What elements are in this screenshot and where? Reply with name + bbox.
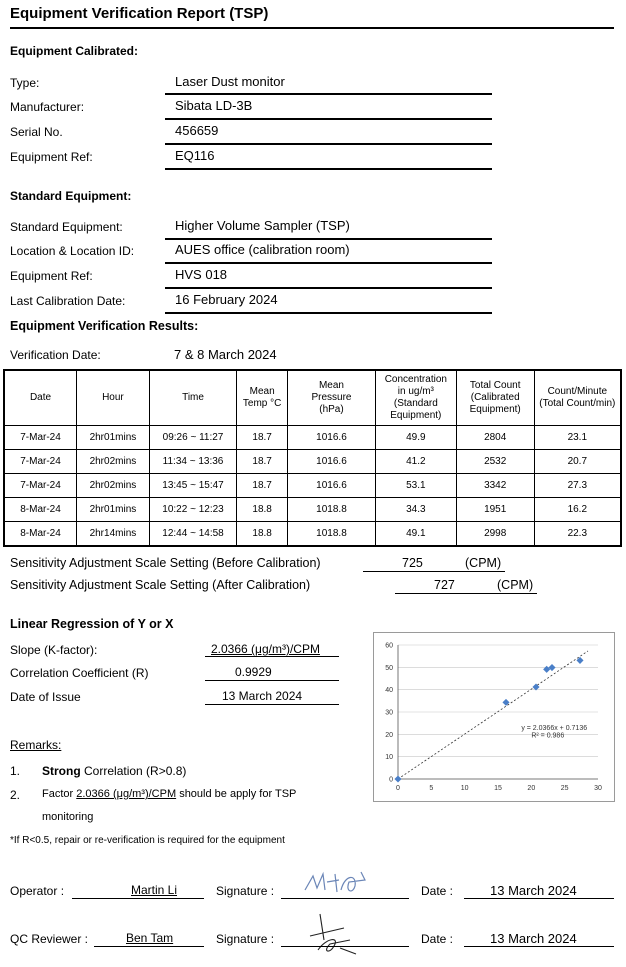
verification-date-label: Verification Date: (10, 348, 101, 362)
sensitivity-before-unit: (CPM) (465, 556, 502, 570)
reviewer-signature-label: Signature : (216, 932, 275, 946)
cell-hour: 2hr01mins (77, 426, 150, 450)
table-header-row (4, 370, 621, 426)
standard-equipment-underline (165, 238, 492, 240)
sensitivity-before-value: 725 (402, 556, 423, 570)
last-calibration-value: 16 February 2024 (175, 292, 278, 307)
manufacturer-underline (165, 118, 492, 120)
x-axis-ticks (396, 785, 602, 792)
sensitivity-after-underline (395, 593, 537, 594)
operator-signature-line (281, 898, 409, 899)
operator-date: 13 March 2024 (490, 883, 577, 898)
reviewer-name: Ben Tam (126, 931, 174, 945)
cell-hour: 2hr01mins (77, 498, 150, 522)
remark-2-factor: 2.0366 (μg/m³)/CPM (76, 788, 177, 800)
equipment-calibrated-heading: Equipment Calibrated: (10, 44, 139, 58)
cell-pressure: 1018.8 (288, 498, 376, 522)
header-hour: Hour (77, 370, 150, 426)
header-concentration: Concentration in ug/m³ (Standard Equipment) (375, 370, 456, 426)
location-underline (165, 262, 492, 264)
last-calibration-underline (165, 312, 492, 314)
verification-results-heading: Equipment Verification Results: (10, 319, 199, 333)
x-tick-label: 0 (396, 785, 400, 792)
location-label: Location & Location ID: (10, 244, 135, 258)
remark-2-suffix: should be apply for TSP (179, 788, 297, 800)
x-tick-label: 10 (460, 785, 469, 792)
verification-results-table (3, 369, 622, 547)
cell-time: 11:34 ~ 13:36 (149, 450, 236, 474)
cell-hour: 2hr02mins (77, 474, 150, 498)
cell-temp: 18.7 (237, 426, 288, 450)
x-tick-label: 15 (494, 785, 502, 792)
title-rule (10, 27, 614, 29)
equipment-ref-value: EQ116 (175, 148, 215, 163)
cell-pressure: 1016.6 (288, 450, 376, 474)
reviewer-label: QC Reviewer : (10, 932, 89, 946)
correlation-value: 0.9929 (235, 665, 272, 679)
table-row (4, 450, 621, 474)
serial-underline (165, 143, 492, 145)
slope-label: Slope (K-factor): (10, 643, 98, 657)
correlation-label: Correlation Coefficient (R) (10, 666, 149, 680)
header-total-count: Total Count (Calibrated Equipment) (456, 370, 534, 426)
standard-equipment-value: Higher Volume Sampler (TSP) (175, 218, 350, 233)
cell-time: 09:26 ~ 11:27 (149, 426, 236, 450)
header-date: Date (4, 370, 77, 426)
table-row (4, 522, 621, 547)
operator-name: Martin Li (131, 883, 178, 897)
equipment-ref-underline (165, 168, 492, 170)
serial-value: 456659 (175, 123, 219, 138)
x-tick-label: 25 (560, 785, 569, 792)
cell-concentration: 49.9 (375, 426, 456, 450)
cell-concentration: 34.3 (375, 498, 456, 522)
type-label: Type: (10, 76, 40, 90)
manufacturer-label: Manufacturer: (10, 100, 85, 114)
trendline (398, 651, 588, 779)
cell-temp: 18.7 (237, 450, 288, 474)
x-tick-label: 30 (594, 785, 602, 792)
cell-date: 7-Mar-24 (4, 450, 77, 474)
slope-underline (205, 656, 339, 657)
cell-concentration: 41.2 (375, 450, 456, 474)
cell-count-minute: 20.7 (534, 450, 621, 474)
y-tick-label: 30 (385, 709, 393, 717)
operator-date-label: Date : (421, 884, 454, 898)
remark-2 (42, 788, 296, 800)
reviewer-signature-line (281, 946, 409, 947)
data-point (548, 664, 555, 671)
remark-1-number: 1. (10, 764, 21, 778)
reviewer-date-label: Date : (421, 932, 454, 946)
standard-equipment-label: Standard Equipment: (10, 220, 123, 234)
cell-temp: 18.7 (237, 474, 288, 498)
table-row (4, 498, 621, 522)
y-tick-label: 20 (385, 731, 393, 739)
manufacturer-value: Sibata LD-3B (175, 98, 253, 113)
remark-2-number: 2. (10, 788, 21, 802)
operator-label: Operator : (10, 884, 65, 898)
equipment-ref-label: Equipment Ref: (10, 150, 93, 164)
remark-2-prefix: Factor (42, 788, 74, 800)
chart-svg (374, 633, 614, 801)
sensitivity-after-unit: (CPM) (497, 578, 534, 592)
cell-concentration: 49.1 (375, 522, 456, 547)
remark-1-text: Correlation (R>0.8) (84, 764, 187, 778)
cell-total-count: 1951 (456, 498, 534, 522)
cell-time: 13:45 ~ 15:47 (149, 474, 236, 498)
operator-name-underline (72, 898, 204, 899)
trendline-r-squared: R² = 0.986 (531, 732, 565, 740)
sensitivity-before-underline (363, 571, 505, 572)
slope-value: 2.0366 (μg/m³)/CPM (211, 642, 320, 656)
remark-1-bold: Strong (42, 764, 81, 778)
cell-pressure: 1016.6 (288, 426, 376, 450)
std-equipment-ref-underline (165, 287, 492, 289)
sensitivity-after-value: 727 (434, 578, 455, 592)
operator-date-underline (464, 898, 614, 899)
regression-chart (373, 632, 615, 802)
cell-time: 12:44 ~ 14:58 (149, 522, 236, 547)
reviewer-name-underline (94, 946, 204, 947)
y-axis-ticks (385, 643, 598, 784)
serial-label: Serial No. (10, 125, 63, 139)
table-row (4, 426, 621, 450)
cell-time: 10:22 ~ 12:23 (149, 498, 236, 522)
y-tick-label: 0 (389, 776, 393, 784)
header-mean-pressure: Mean Pressure (hPa) (288, 370, 376, 426)
remarks-heading: Remarks: (10, 738, 62, 752)
cell-count-minute: 22.3 (534, 522, 621, 547)
cell-temp: 18.8 (237, 498, 288, 522)
cell-total-count: 2998 (456, 522, 534, 547)
location-value: AUES office (calibration room) (175, 242, 350, 257)
reviewer-date-underline (464, 946, 614, 947)
issue-date-label: Date of Issue (10, 690, 81, 704)
std-equipment-ref-label: Equipment Ref: (10, 269, 93, 283)
last-calibration-label: Last Calibration Date: (10, 294, 126, 308)
y-tick-label: 50 (385, 664, 393, 672)
cell-pressure: 1018.8 (288, 522, 376, 547)
y-tick-label: 10 (385, 754, 393, 762)
standard-equipment-heading: Standard Equipment: (10, 189, 132, 203)
reviewer-signature-image (300, 910, 370, 960)
verification-date-value: 7 & 8 March 2024 (174, 347, 277, 362)
cell-hour: 2hr02mins (77, 450, 150, 474)
cell-date: 7-Mar-24 (4, 474, 77, 498)
cell-total-count: 3342 (456, 474, 534, 498)
cell-date: 8-Mar-24 (4, 522, 77, 547)
issue-date-underline (205, 704, 339, 705)
cell-count-minute: 23.1 (534, 426, 621, 450)
cell-pressure: 1016.6 (288, 474, 376, 498)
y-tick-label: 40 (385, 687, 393, 695)
regression-heading: Linear Regression of Y or X (10, 617, 174, 631)
header-mean-temp: Mean Temp °C (237, 370, 288, 426)
sensitivity-after-label: Sensitivity Adjustment Scale Setting (After Calibration) (10, 578, 311, 592)
x-tick-label: 5 (429, 785, 434, 792)
type-underline (165, 93, 492, 95)
issue-date-value: 13 March 2024 (222, 689, 303, 703)
cell-total-count: 2532 (456, 450, 534, 474)
sensitivity-before-label: Sensitivity Adjustment Scale Setting (Before Calibration) (10, 556, 321, 570)
reviewer-date: 13 March 2024 (490, 931, 577, 946)
remark-1 (42, 764, 186, 778)
report-title: Equipment Verification Report (TSP) (10, 5, 269, 22)
data-point (543, 666, 550, 673)
header-time: Time (149, 370, 236, 426)
cell-date: 7-Mar-24 (4, 426, 77, 450)
header-count-minute: Count/Minute (Total Count/min) (534, 370, 621, 426)
operator-signature-label: Signature : (216, 884, 275, 898)
remark-2-line2: monitoring (42, 811, 94, 823)
remarks-note: *If R<0.5, repair or re-verification is required for the equipment (10, 835, 285, 846)
x-tick-label: 20 (527, 785, 536, 792)
cell-temp: 18.8 (237, 522, 288, 547)
type-value: Laser Dust monitor (175, 74, 285, 89)
cell-concentration: 53.1 (375, 474, 456, 498)
cell-count-minute: 16.2 (534, 498, 621, 522)
operator-signature-image (295, 868, 385, 898)
std-equipment-ref-value: HVS 018 (175, 267, 228, 282)
table-row (4, 474, 621, 498)
data-points (394, 657, 583, 783)
cell-hour: 2hr14mins (77, 522, 150, 547)
cell-total-count: 2804 (456, 426, 534, 450)
data-point (394, 775, 401, 782)
cell-count-minute: 27.3 (534, 474, 621, 498)
y-tick-label: 60 (385, 642, 393, 650)
correlation-underline (205, 680, 339, 681)
cell-date: 8-Mar-24 (4, 498, 77, 522)
trendline-equation: y = 2.0366x + 0.7136 (521, 724, 588, 732)
